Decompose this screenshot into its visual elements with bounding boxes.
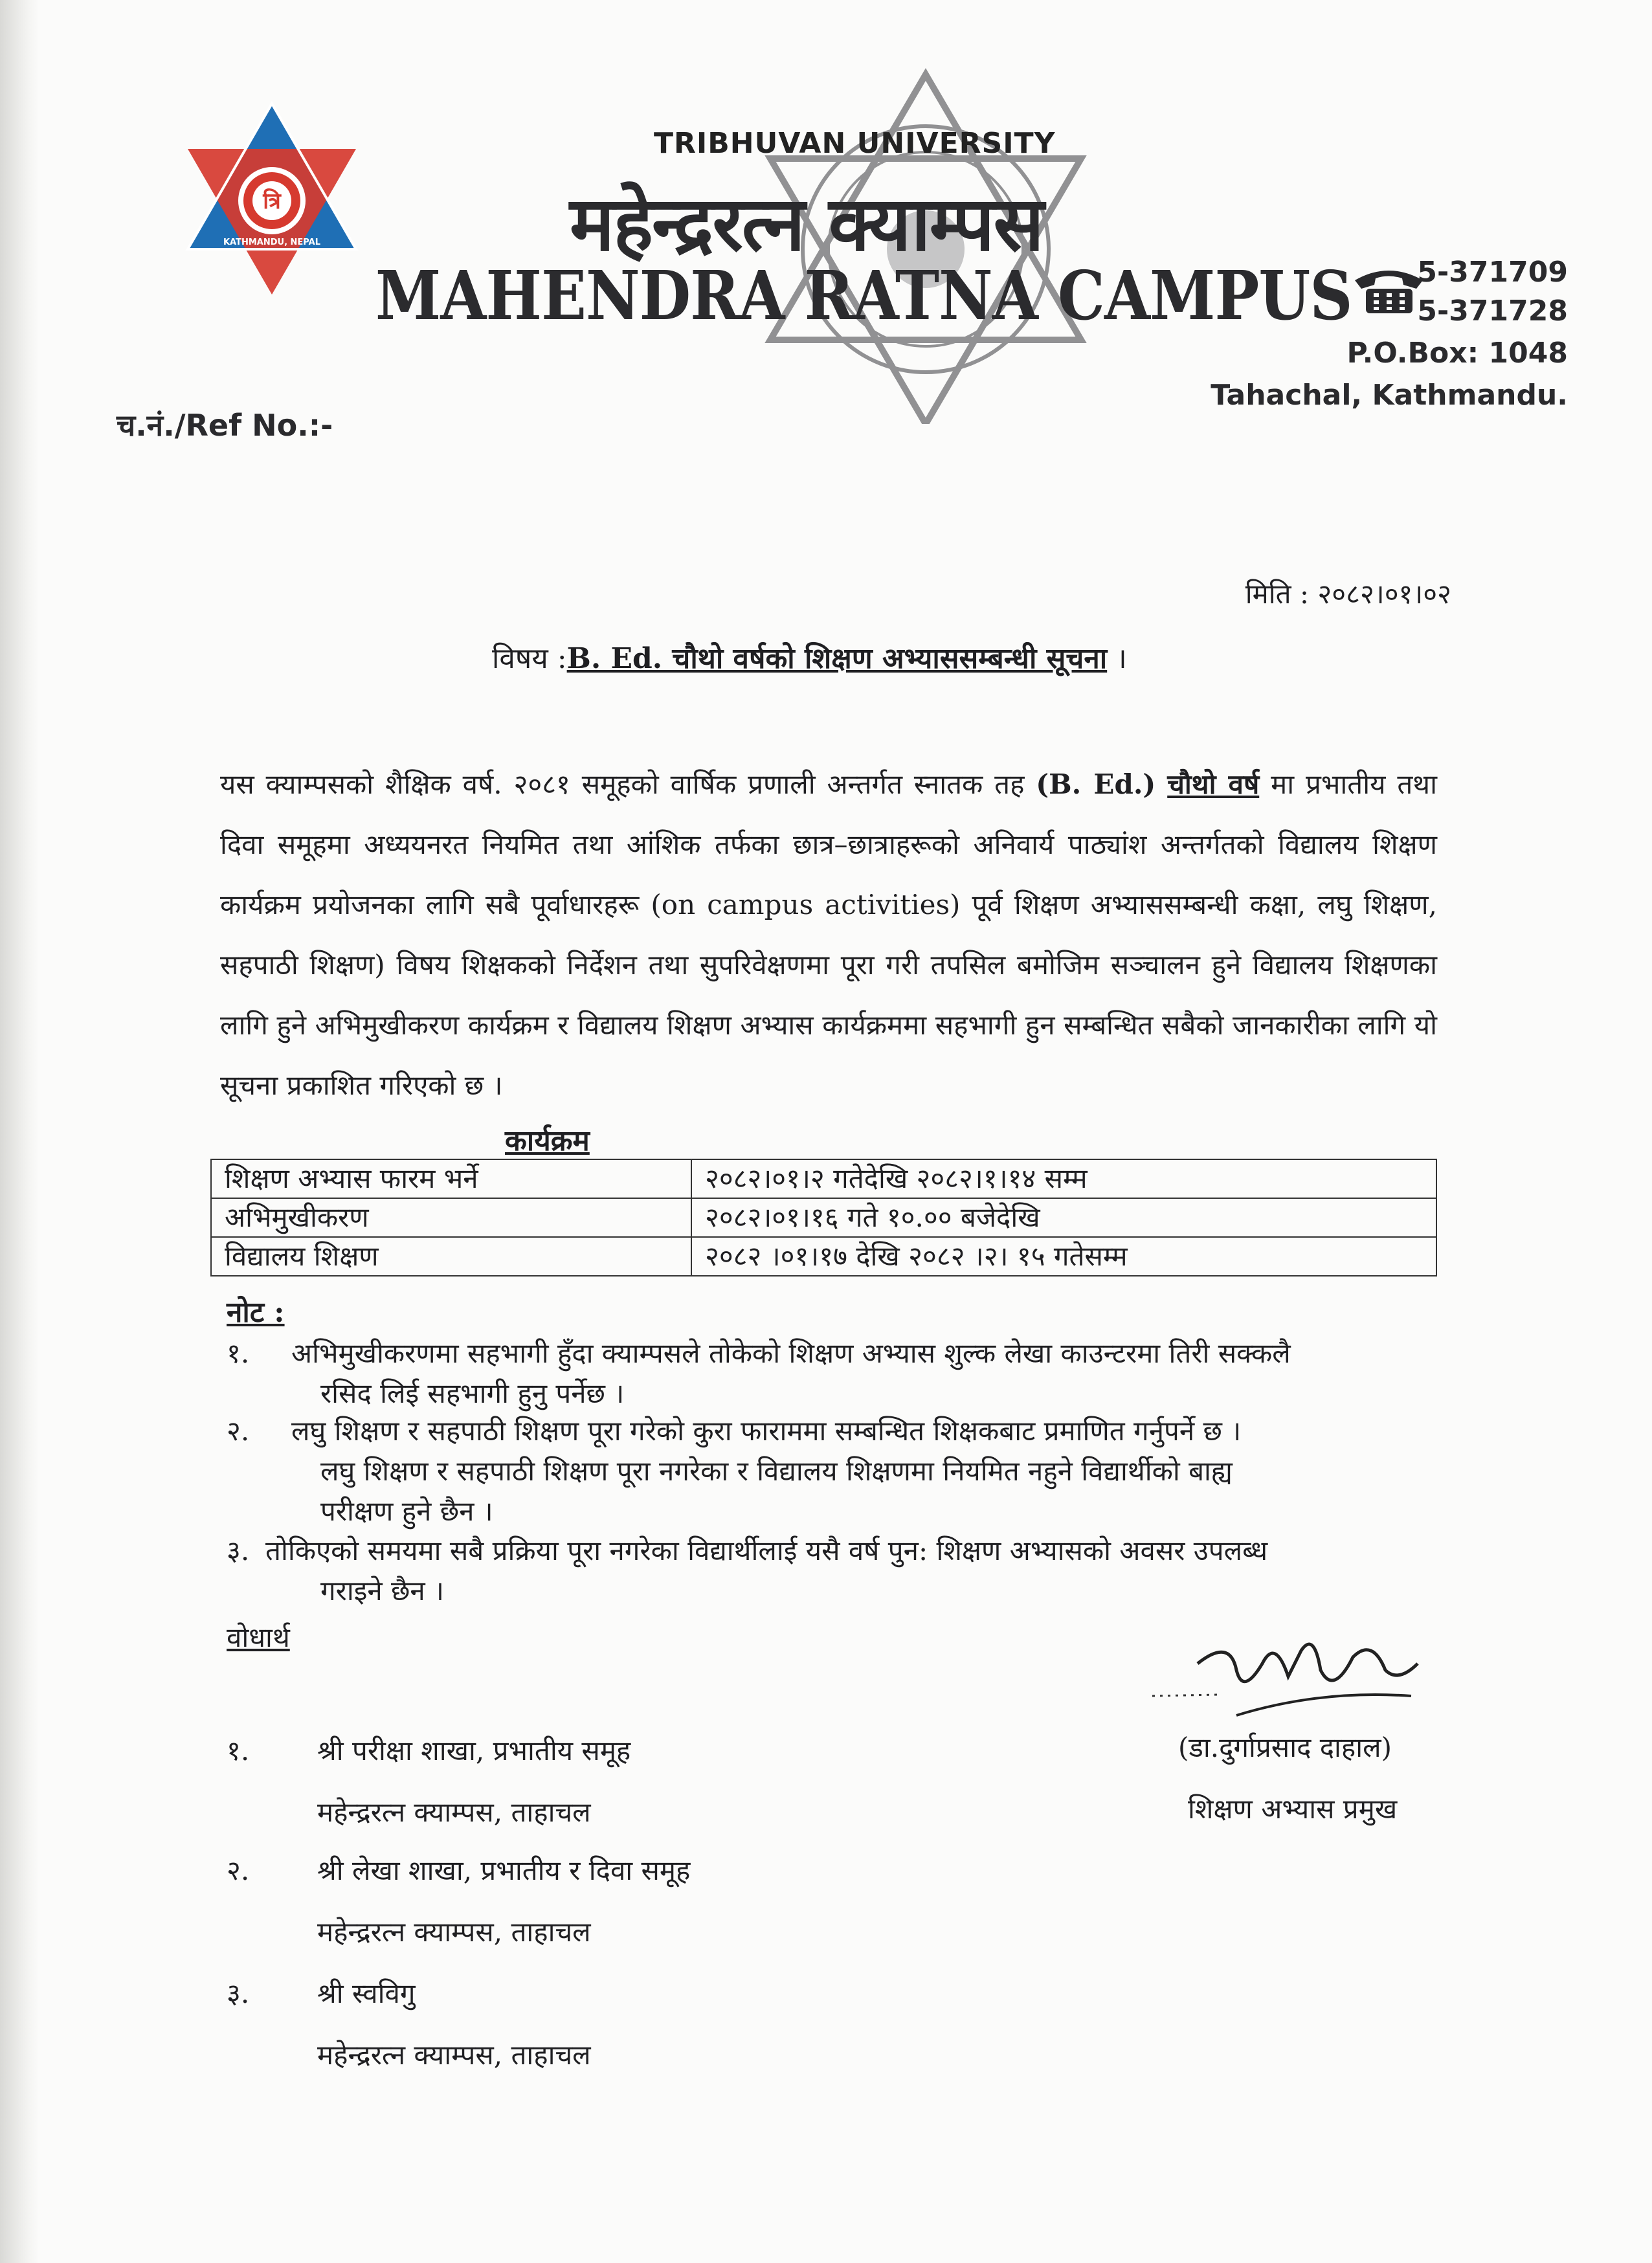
reference-number-label: च.नं./Ref No.:-	[117, 408, 333, 443]
signatory-name: (डा.दुर्गाप्रसाद दाहाल)	[1178, 1732, 1392, 1763]
for-information-heading: वोधार्थ	[227, 1622, 290, 1653]
notes-title: नोट :	[227, 1296, 285, 1329]
tribhuvan-university-logo	[181, 97, 363, 298]
svg-text:त्रि: त्रि	[263, 188, 281, 214]
note-item	[227, 1411, 1457, 1534]
recipient-address: महेन्द्ररत्न क्याम्पस, ताहाचल	[317, 1916, 591, 1948]
table-row	[211, 1198, 1436, 1237]
schedule-item: विद्यालय शिक्षण	[211, 1237, 691, 1276]
program-schedule-table	[210, 1159, 1437, 1276]
note-number: ३.	[227, 1535, 250, 1566]
handwritten-signature	[1139, 1625, 1431, 1735]
recipient-name: श्री परीक्षा शाखा, प्रभातीय समूह	[317, 1735, 631, 1767]
phone-number-2: 5-371728	[1417, 295, 1568, 328]
recipient-name: श्री लेखा शाखा, प्रभातीय र दिवा समूह	[317, 1855, 691, 1886]
table-row	[211, 1159, 1436, 1198]
notice-date: मिति : २०८२।०१।०२	[1245, 578, 1451, 610]
recipient-item	[227, 1851, 939, 1955]
schedule-item: अभिमुखीकरण	[211, 1198, 691, 1237]
university-name: TRIBHUVAN UNIVERSITY	[654, 127, 1056, 160]
schedule-item: शिक्षण अभ्यास फारम भर्ने	[211, 1159, 691, 1198]
campus-name-english: MAHENDRA RATNA CAMPUS	[375, 256, 1352, 335]
body-fourth-year: चौथो वर्ष	[1167, 768, 1260, 800]
table-row	[211, 1237, 1436, 1276]
subject-text: B. Ed. चौथो वर्षको शिक्षण अभ्याससम्बन्धी सूचना	[566, 642, 1108, 675]
schedule-time: २०८२ ।०१।१७ देखि २०८२ ।२। १५ गतेसम्म	[691, 1237, 1436, 1276]
phone-number-1: 5-371709	[1417, 256, 1568, 289]
notice-body-paragraph	[220, 754, 1437, 1115]
recipient-item	[227, 1732, 939, 1835]
recipient-address: महेन्द्ररत्न क्याम्पस, ताहाचल	[317, 2039, 591, 2071]
recipient-number: २.	[227, 1855, 250, 1886]
recipient-item	[227, 1974, 939, 2078]
body-text-2: मा प्रभातीय तथा दिवा समूहमा अध्ययनरत नियमित तथा आंशिक तर्फका छात्र–छात्राहरूको अनिवार्य पाठ्यांश अन्तर्गतको विद्यालय शिक्षण कार्यक्रम प्रयोजनका लागि सबै पूर्वाधारहरू (on campus activities) पूर्व शिक्षण अभ्याससम्बन्धी कक्षा, लघु शिक्षण, सहपाठी शिक्षण) विषय शिक्षकको निर्देशन तथा सुपरिवेक्षणमा पूरा गरी तपसिल बमोजिम सञ्चालन हुने विद्यालय शिक्षणका लागि हुने अभिमुखीकरण कार्यक्रम र विद्यालय शिक्षण अभ्यास कार्यक्रममा सहभागी हुन सम्बन्धित सबैको जानकारीका लागि यो सूचना प्रकाशित गरिएको छ ।	[220, 768, 1437, 1101]
recipient-name: श्री स्वविगु	[317, 1978, 416, 2009]
body-bed-bold: (B. Ed.)	[1036, 768, 1156, 800]
body-text-1: यस क्याम्पसको शैक्षिक वर्ष. २०८१ समूहको वार्षिक प्रणाली अन्तर्गत स्नातक तह	[220, 768, 1036, 800]
subject-end: ।	[1107, 642, 1127, 675]
note-item	[227, 1333, 1457, 1418]
scanned-page-edge	[0, 0, 39, 2263]
schedule-time: २०८२।०१।१६ गते १०.०० बजेदेखि	[691, 1198, 1436, 1237]
recipient-number: १.	[227, 1735, 250, 1767]
telephone-icon	[1352, 264, 1426, 316]
note-number: १.	[227, 1337, 250, 1369]
schedule-time: २०८२।०१।२ गतेदेखि २०८२।१।१४ सम्म	[691, 1159, 1436, 1198]
note-text-continued: परीक्षण हुने छैन ।	[320, 1495, 493, 1527]
note-text-continued: रसिद लिई सहभागी हुनु पर्नेछ ।	[320, 1377, 625, 1409]
address: Tahachal, Kathmandu.	[1211, 379, 1568, 412]
body-space	[1155, 768, 1167, 800]
notice-subject	[492, 638, 1127, 676]
po-box: P.O.Box: 1048	[1346, 337, 1568, 370]
campus-name-nepali: महेन्द्ररत्न क्याम्पस	[570, 181, 1043, 268]
recipient-address: महेन्द्ररत्न क्याम्पस, ताहाचल	[317, 1796, 591, 1828]
program-title: कार्यक्रम	[505, 1124, 590, 1157]
note-text-continued: लघु शिक्षण र सहपाठी शिक्षण पूरा नगरेका र विद्यालय शिक्षणमा नियमित नहुने विद्यार्थीको बाह्य	[320, 1455, 1233, 1487]
signatory-title: शिक्षण अभ्यास प्रमुख	[1188, 1793, 1398, 1825]
note-text: तोकिएको समयमा सबै प्रक्रिया पूरा नगरेका विद्यार्थीलाई यसै वर्ष पुन: शिक्षण अभ्यासको अवसर उपलब्ध	[265, 1535, 1268, 1566]
subject-label: विषय :	[492, 642, 567, 675]
note-number: २.	[227, 1415, 250, 1447]
svg-text:KATHMANDU, NEPAL: KATHMANDU, NEPAL	[223, 238, 321, 247]
note-text-continued: गराइने छैन ।	[320, 1575, 445, 1607]
note-text: अभिमुखीकरणमा सहभागी हुँदा क्याम्पसले तोकेको शिक्षण अभ्यास शुल्क लेखा काउन्टरमा तिरी सक्कलै	[291, 1337, 1291, 1369]
note-text: लघु शिक्षण र सहपाठी शिक्षण पूरा गरेको कुरा फाराममा सम्बन्धित शिक्षकबाट प्रमाणित गर्नुपर्ने छ ।	[291, 1415, 1242, 1447]
note-item	[227, 1531, 1457, 1615]
recipient-number: ३.	[227, 1978, 250, 2009]
